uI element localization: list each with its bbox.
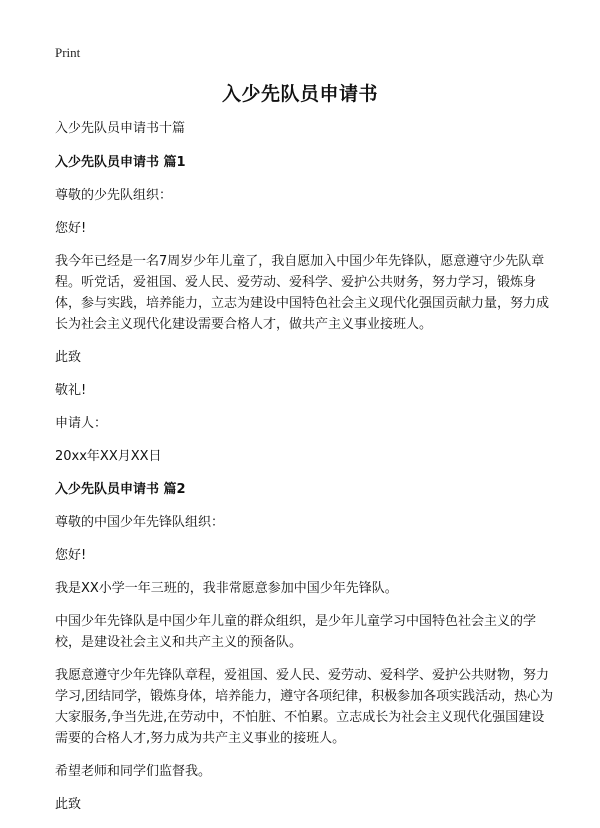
body-paragraph: 我今年已经是一名7周岁少年儿童了，我自愿加入中国少年先锋队，愿意遵守少先队章程。听党话，爱祖国、爱人民、爱劳动、爱科学、爱护公共财务，努力学习，锻炼身体，参与实践，培养能力，立志为建设中国特色社会主义现代化强国贡献力量，努力成长为社会主义现代化建设需要合格人才，做共产主义事业接班人。: [55, 254, 550, 332]
body-paragraph: 希望老师和同学们监督我。: [55, 764, 212, 779]
body-paragraph: 中国少年先锋队是中国少年儿童的群众组织，是少年儿童学习中国特色社会主义的学校，是建设社会主义和共产主义的预备队。: [55, 614, 537, 650]
page-title: 入少先队员申请书: [221, 83, 378, 105]
section-2-heading: 入少先队员申请书 篇2: [55, 482, 186, 497]
body-paragraph: 我是XX小学一年三班的，我非常愿意参加中国少年先锋队。: [55, 581, 398, 596]
document-body: [55, 118, 555, 827]
closing-line: 此致: [55, 350, 82, 365]
salutation: 尊敬的中国少年先锋队组织：: [55, 515, 225, 530]
greeting: 您好!: [55, 548, 87, 563]
document-subtitle: 入少先队员申请书十篇: [55, 121, 186, 136]
closing-line: 此致: [55, 797, 82, 812]
salutation: 尊敬的少先队组织：: [55, 188, 173, 203]
greeting: 您好!: [55, 221, 87, 236]
section-1-heading: 入少先队员申请书 篇1: [55, 155, 186, 170]
body-paragraph: 我愿意遵守少年先锋队章程，爱祖国、爱人民、爱劳动、爱科学、爱护公共财物，努力学习,团结同学，锻炼身体，培养能力，遵守各项纪律，积极参加各项实践活动，热心为大家服务,争当先进,在劳动中，不怕脏、不怕累。立志成长为社会主义现代化强国建设需要的合格人才,努力成为共产主义事业的接班人。: [55, 668, 554, 746]
closing-salute: 敬礼!: [55, 383, 87, 398]
date-line: 20xx年XX月XX日: [55, 449, 162, 464]
applicant-label: 申请人：: [55, 416, 108, 431]
print-link[interactable]: Print: [55, 45, 81, 60]
